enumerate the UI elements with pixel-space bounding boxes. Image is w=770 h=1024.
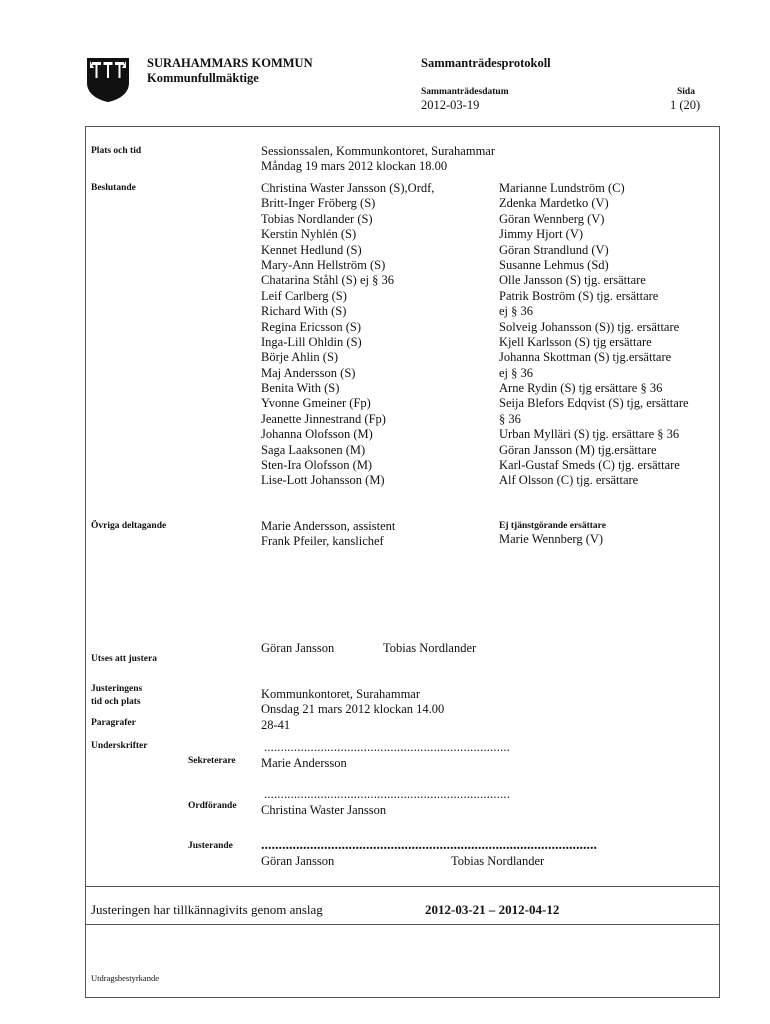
list-item: ej § 36	[499, 304, 534, 319]
justerande-label: Justerande	[188, 841, 233, 851]
list-item: § 36	[499, 411, 521, 426]
anslag-divider-top	[85, 886, 720, 887]
justerande-name-1: Göran Jansson	[261, 854, 335, 868]
list-item: Jimmy Hjort (V)	[499, 227, 584, 242]
ordforande-signature-line: ..........................................................................	[264, 787, 511, 801]
justeringens-line: Kommunkontoret, Surahammar	[261, 687, 420, 701]
list-item: Saga Laaksonen (M)	[261, 442, 366, 457]
list-item: Susanne Lehmus (Sd)	[499, 257, 609, 272]
list-item: Olle Jansson (S) tjg. ersättare	[499, 273, 646, 288]
list-item: Benita With (S)	[261, 381, 340, 396]
list-item: Solveig Johansson (S)) tjg. ersättare	[499, 319, 680, 334]
justerande-name-2: Tobias Nordlander	[451, 854, 545, 868]
justeringens-lines	[261, 687, 444, 718]
list-item: Urban Mylläri (S) tjg. ersättare § 36	[499, 427, 680, 442]
org-unit: Kommunfullmäktige	[147, 71, 259, 85]
plats-line: Sessionssalen, Kommunkontoret, Surahammar	[261, 144, 495, 158]
anslag-divider-bottom	[85, 924, 720, 925]
ej-tjanstgorande-label: Ej tjänstgörande ersättare	[499, 521, 606, 531]
list-item: Göran Wennberg (V)	[499, 211, 605, 226]
list-item: Richard With (S)	[261, 304, 347, 319]
ordforande-name: Christina Waster Jansson	[261, 803, 387, 817]
paragrafer-value: 28-41	[261, 718, 291, 732]
paragrafer-label: Paragrafer	[91, 718, 136, 728]
justeringens-label-2: tid och plats	[91, 697, 141, 707]
ovriga-line: Marie Andersson, assistent	[261, 519, 396, 533]
list-item: Inga-Lill Ohldin (S)	[261, 334, 362, 349]
underskrifter-label: Underskrifter	[91, 741, 148, 751]
meeting-date-label: Sammanträdesdatum	[421, 87, 509, 97]
plats-lines	[261, 144, 495, 175]
list-item: Maj Andersson (S)	[261, 365, 356, 380]
list-item: Kjell Karlsson (S) tjg ersättare	[499, 334, 652, 349]
sekreterare-signature-line: ..........................................................................	[264, 740, 511, 754]
list-item: Mary-Ann Hellström (S)	[261, 257, 386, 272]
list-item: Börje Ahlin (S)	[261, 350, 339, 365]
justeringens-label-1: Justeringens	[91, 684, 143, 694]
list-item: Sten-Ira Olofsson (M)	[261, 458, 373, 473]
plats-label: Plats och tid	[91, 146, 142, 156]
justeringens-line: Onsdag 21 mars 2012 klockan 14.00	[261, 702, 445, 717]
ovriga-lines	[261, 519, 395, 550]
list-item: Leif Carlberg (S)	[261, 288, 347, 303]
sekreterare-label: Sekreterare	[188, 756, 236, 766]
justera-person-1: Göran Jansson	[261, 641, 335, 655]
org-name: SURAHAMMARS KOMMUN	[147, 56, 313, 70]
list-item: Jeanette Jinnestrand (Fp)	[261, 411, 386, 426]
list-item: Kennet Hedlund (S)	[261, 242, 362, 257]
list-item: Zdenka Mardetko (V)	[499, 196, 609, 211]
list-item: Kerstin Nyhlén (S)	[261, 227, 357, 242]
municipality-coat-of-arms-logo	[86, 57, 130, 103]
sekreterare-name: Marie Andersson	[261, 756, 347, 770]
list-item: Göran Jansson (M) tjg.ersättare	[499, 442, 657, 457]
ovriga-line: Frank Pfeiler, kanslichef	[261, 534, 384, 549]
list-item: Marianne Lundström (C)	[499, 181, 625, 195]
list-item: Regina Ericsson (S)	[261, 319, 361, 334]
anslag-period: 2012-03-21 – 2012-04-12	[425, 902, 560, 917]
list-item: Yvonne Gmeiner (Fp)	[261, 396, 371, 411]
list-item: Seija Blefors Edqvist (S) tjg, ersättare	[499, 396, 689, 411]
document-type: Sammanträdesprotokoll	[421, 56, 551, 70]
page-value: 1 (20)	[670, 98, 701, 112]
list-item: Johanna Skottman (S) tjg.ersättare	[499, 350, 672, 365]
beslutande-label: Beslutande	[91, 183, 136, 193]
page-label: Sida	[677, 87, 695, 97]
ordforande-label: Ordförande	[188, 801, 237, 811]
anslag-label: Justeringen har tillkännagivits genom anslag	[91, 902, 323, 917]
list-item: Karl-Gustaf Smeds (C) tjg. ersättare	[499, 458, 680, 473]
list-item: Alf Olsson (C) tjg. ersättare	[499, 473, 639, 488]
justera-label: Utses att justera	[91, 654, 157, 664]
justerande-signature-line: ................................................................................................	[261, 838, 597, 853]
list-item: Britt-Inger Fröberg (S)	[261, 196, 376, 211]
beslutande-left-list	[261, 181, 434, 489]
list-item: Lise-Lott Johansson (M)	[261, 473, 385, 488]
beslutande-right-list	[499, 181, 689, 489]
list-item: Tobias Nordlander (S)	[261, 211, 373, 226]
list-item: Chatarina Ståhl (S) ej § 36	[261, 273, 394, 288]
list-item: ej § 36	[499, 365, 534, 380]
list-item: Arne Rydin (S) tjg ersättare § 36	[499, 381, 663, 396]
list-item: Göran Strandlund (V)	[499, 242, 609, 257]
ej-tjanstgorande-value: Marie Wennberg (V)	[499, 532, 604, 546]
list-item: Christina Waster Jansson (S),Ordf,	[261, 181, 435, 195]
list-item: Patrik Boström (S) tjg. ersättare	[499, 288, 659, 303]
justera-person-2: Tobias Nordlander	[383, 641, 477, 655]
plats-line: Måndag 19 mars 2012 klockan 18.00	[261, 159, 448, 174]
list-item: Johanna Olofsson (M)	[261, 427, 373, 442]
ovriga-label: Övriga deltagande	[91, 521, 167, 531]
meeting-date-value: 2012-03-19	[421, 98, 480, 112]
utdragsbestyrkande-label: Utdragsbestyrkande	[91, 973, 159, 983]
